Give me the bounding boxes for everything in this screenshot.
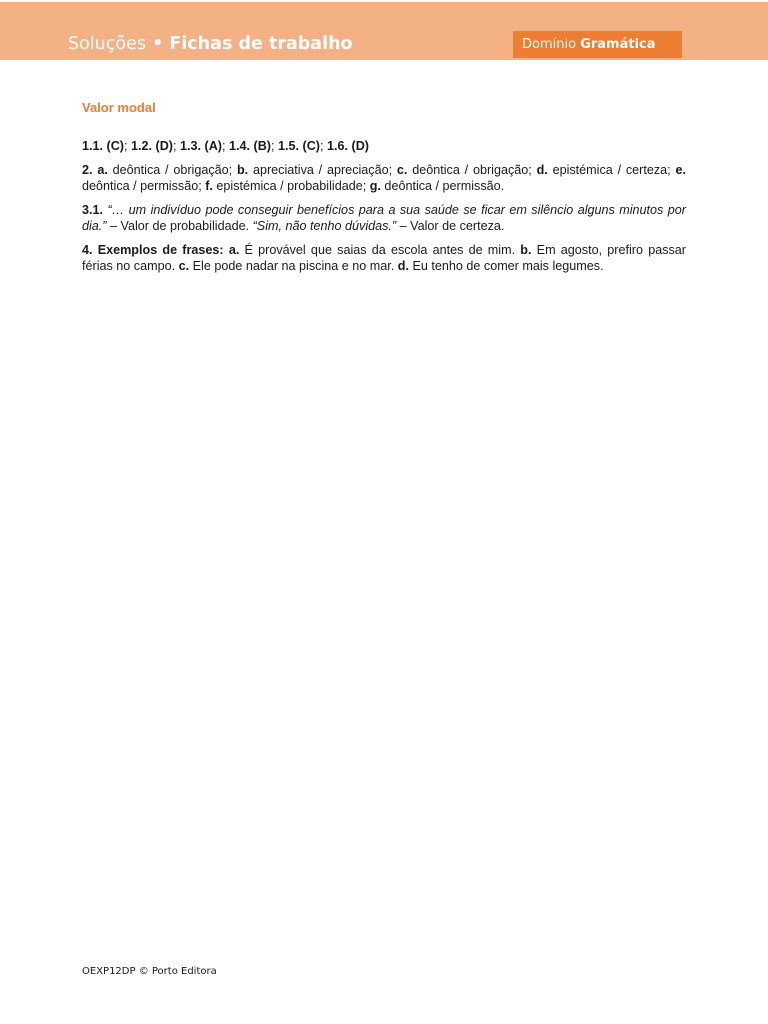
answer-2-c-label: c. [396,162,408,177]
answer-2-c-text: deôntica / obrigação; [407,162,537,177]
header-title-solucoes: Soluções [68,34,146,54]
answer-1-5: 1.5. (C) [278,139,320,153]
domain-tag-value: Gramática [580,37,656,52]
answers-list [82,138,686,282]
answer-4-d-text: Eu tenho de comer mais legumes. [408,259,604,273]
answer-2-number: 2. [82,162,98,177]
answer-1 [82,138,686,155]
answer-1-sep: ; [271,139,278,153]
domain-tag-label: Domínio [522,37,581,52]
answer-2-e-text: deôntica / permissão; [82,179,206,193]
domain-tag [513,31,682,58]
answer-4-c-text: Ele pode nadar na piscina e no mar. [189,259,398,273]
answer-4-d-label: d. [397,259,409,273]
answer-4-a-label: a. [228,242,240,257]
answer-3-text-1: – Valor de probabilidade. [106,219,253,233]
answer-3-quote-1: “… um indivíduo pode conseguir benefícios para a sua saúde se ficar em silêncio alguns minutos por dia.” [82,202,686,233]
header-title-bullet: • [145,34,170,54]
answer-2-a-label: a. [97,162,108,177]
answer-2-e-label: e. [675,162,686,177]
answer-3-quote-2: “Sim, não tenho dúvidas.” [252,219,397,233]
answer-4-number: 4. Exemplos de frases: [82,242,229,257]
answer-3-text-2: – Valor de certeza. [396,219,505,233]
answer-2-g-label: g. [369,179,381,193]
footer-copyright: OEXP12DP © Porto Editora [82,966,217,977]
answer-4-a-text: É provável que saias da escola antes de mim. [239,242,521,257]
answer-2-f-label: f. [205,179,213,193]
answer-1-1: 1.1. (C) [82,139,124,153]
answer-2-g-text: deôntica / permissão. [380,179,505,193]
answer-2-d-label: d. [536,162,548,177]
answer-1-sep: ; [320,139,327,153]
answer-1-4: 1.4. (B) [229,139,271,153]
answer-4 [82,242,686,275]
answer-3-number: 3.1. [82,202,104,217]
header-title [68,34,353,54]
answer-2-a-text: deôntica / obrigação; [107,162,237,177]
answer-1-sep: ; [124,139,131,153]
answer-2-d-text: epistémica / certeza; [547,162,676,177]
section-title: Valor modal [82,100,156,115]
answer-1-3: 1.3. (A) [180,139,222,153]
answer-2-f-text: epistémica / probabilidade; [212,179,370,193]
answer-1-6: 1.6. (D) [327,139,369,153]
answer-2 [82,162,686,195]
answer-1-sep: ; [222,139,229,153]
answer-2-b-text: apreciativa / apreciação; [248,162,397,177]
answer-3 [82,202,686,235]
answer-4-b-text: Em agosto, prefiro passar férias no campo. [82,242,686,273]
answer-1-sep: ; [173,139,180,153]
answer-4-c-label: c. [178,259,190,273]
answer-2-b-label: b. [236,162,249,177]
header-title-fichas: Fichas de trabalho [169,34,353,54]
answer-1-2: 1.2. (D) [131,139,173,153]
answer-4-b-label: b. [520,242,532,257]
